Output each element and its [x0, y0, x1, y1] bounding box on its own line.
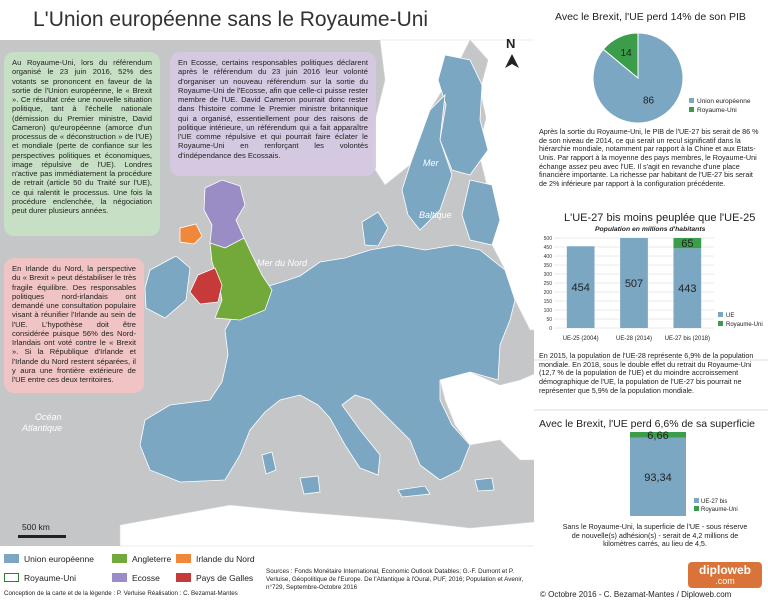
legend-swatch-ecosse [112, 573, 127, 582]
pop-bar-label: 454 [571, 282, 590, 295]
pie-legend-label-1: Royaume-Uni [697, 107, 737, 114]
sea-label-mer-du-nord: Mer du Nord [257, 258, 308, 268]
pie-label-ue: 86 [642, 95, 655, 107]
pop-ytick-label: 350 [543, 263, 552, 269]
gdp-chart-title: Avec le Brexit, l'UE perd 14% de son PIB [555, 11, 746, 23]
scotland-box: En Ecosse, certains responsables politiques déclarent après le référendum du 23 juin 2016 leur volonté d'organiser un nouveau référendum sur la sortie du Royaume-Uni de l'Ecosse, afin que celle-ci puisse rester membre de l'UE. David Cameron pourrait donc rester dans l'histoire comme le Premier ministre britannique qui a organisé, essentiellement pour des raisons de politique intérieure, un référendum qui a fait apparaître l'UE comme répulsive et qui pourrait faire éclater le Royaume-Uni en renforçant les volontés d'indépendance des Ecossais. [170, 52, 376, 176]
area-chart-title: Avec le Brexit, l'UE perd 6,6% de sa superficie [539, 418, 755, 430]
page-title: L'Union européenne sans le Royaume-Uni [33, 8, 429, 31]
area-legend-swatch-1 [694, 506, 699, 511]
pop-bar-label: 443 [678, 283, 697, 296]
area-bar-chart [600, 428, 760, 520]
legend-label-galles: Pays de Galles [196, 573, 254, 583]
sea-label-mediterranee: Mer Méditerranée [188, 520, 260, 530]
pop-legend-label-0: UE [726, 313, 735, 319]
legend-swatch-galles [176, 573, 191, 582]
gdp-pie-chart [590, 30, 765, 126]
area-text: Sans le Royaume-Uni, la superficie de l'UE - sous réserve de nouvelle(s) adhésion(s) - serait de 4,2 millions de kilomètres carrés, au lieu de 4,5. [562, 522, 748, 549]
area-legend-swatch-0 [694, 498, 699, 503]
area-legend-label-0: UE-27 bis [701, 499, 728, 505]
pop-ytick-label: 300 [543, 272, 552, 278]
diploweb-logo [688, 562, 762, 588]
pop-chart-subtitle: Population en millions d'habitants [595, 226, 706, 233]
pop-category-label: UE-25 (2004) [562, 336, 599, 342]
pop-ytick-label: 200 [543, 290, 552, 296]
population-bar-chart [534, 232, 764, 350]
pie-label-royaume-uni: 14 [620, 47, 632, 59]
pop-legend-swatch-0 [718, 312, 723, 317]
pop-text: En 2015, la population de l'UE-28 représente 6,9% de la population mondiale. En 2018, sous le double effet du retrait du Royaume-Uni (12,7 % de la population de l'UE) et du moindre accroissement démographique de l'UE, la population de l'UE-27 bis pourrait ne représenter que 5,9% de la population mondiale. [539, 351, 754, 395]
pop-ytick-label: 400 [543, 254, 552, 260]
pop-legend-label-1: Royaume-Uni [726, 322, 763, 328]
legend-swatch-royaume-uni [4, 573, 19, 582]
sea-label-baltique: Baltique [419, 210, 452, 220]
copyright-text: © Octobre 2016 - C. Bezamat-Mantes / Diploweb.com [540, 590, 732, 599]
northern-ireland-box: En Irlande du Nord, la perspective du « Brexit » peut déstabiliser le très fragile équilibre. Des responsables politiques nord-irlandais ont demandé une consultation populaire visant à réunifier l'Irlande au sein de l'UE. L'hypothèse doit être considérée puisque 56% des Nord-Irlandais ont voté contre le « Brexit ». Si la République d'Irlande et l'Irlande du Nord restent séparées, il y aura une frontière extérieure de l'UE entre ces deux territoires. [4, 258, 144, 393]
pop-ytick-label: 500 [543, 236, 552, 242]
pop-bar-label: 507 [624, 278, 644, 290]
pop-chart-title: L'UE-27 bis moins peuplée que l'UE-25 [564, 212, 756, 224]
logo-domain: .com [715, 576, 735, 586]
area-bar-label: 93,34 [644, 471, 672, 484]
sea-label-mer: Mer [423, 158, 439, 168]
conception-credit: Conception de la carte et de la légende : P. Verluise Réalisation : C. Bezamat-Mantes [4, 590, 238, 597]
north-label: N [506, 36, 516, 51]
legend-swatch-ue [4, 554, 19, 563]
area-bar-label: 6,66 [647, 429, 669, 442]
scale-label: 500 km [22, 522, 50, 532]
sea-label-atlantique: Atlantique [22, 423, 63, 433]
pop-category-label: UE-27 bis (2018) [664, 336, 711, 342]
scale-bar [18, 535, 66, 538]
sources-text: Sources : Fonds Monétaire International, Economic Outlook Datables; G.-F. Dumont et P. Verluise, Géopolitique de l'Europe. De l'Atlantique à l'Oural, PUF, 2016; Population et Avenir, n°729, Septembre-Octobre 2016 [266, 568, 524, 591]
legend-label-royaume-uni: Royaume-Uni [24, 573, 76, 583]
legend-label-ecosse: Ecosse [132, 573, 160, 583]
pie-legend-swatch-0 [689, 98, 694, 103]
uk-referendum-box: Au Royaume-Uni, lors du référendum organisé le 23 juin 2016, 52% des votants se prononcent en faveur de la sortie de l'Union européenne, le « Brexit ». Ce résultat crée une nouvelle situation politique, tant à l'échelle nationale (démission du Premier ministre, David Cameron) qu'européenne (amorce d'un processus de « déconstruction » de l'UE) et mondiale (perte de confiance sur les perspectives politiques et économiques, image répulsive de l'UE). Londres n'active pas immédiatement la procédure de retrait (article 50 du Traité sur l'UE), ce qui ralentit le processus. Une fois la procédure enclenchée, la négociation peut durer plusieurs années. [4, 52, 160, 236]
area-legend-label-1: Royaume-Uni [701, 507, 738, 513]
legend-swatch-angleterre [112, 554, 127, 563]
sea-label-ocean: Océan [35, 412, 62, 422]
legend-label-irlande-nord: Irlande du Nord [196, 554, 255, 564]
pie-legend-label-0: Union européenne [697, 98, 751, 105]
pop-ytick-label: 450 [543, 245, 552, 251]
pop-bar-label: 65 [681, 238, 694, 251]
pop-category-label: UE-28 (2014) [615, 336, 653, 342]
pop-legend-swatch-1 [718, 321, 723, 326]
pie-legend-swatch-1 [689, 107, 694, 112]
pop-ytick-label: 150 [543, 299, 552, 305]
legend-swatch-irlande-nord [176, 554, 191, 563]
pop-ytick-label: 250 [543, 281, 552, 287]
pop-ytick-label: 50 [546, 317, 552, 323]
gdp-text: Après la sortie du Royaume-Uni, le PIB de l'UE-27 bis serait de 86 % de son niveau de 2014, ce qui serait un recul significatif dans la hiérarchie mondiale, notamment par rapport à la Chine et aux Etats-Unis. Par rapport à la moyenne des pays membres, le Royaume-Uni échange assez peu avec l'UE. Il s'agit en revanche d'une place financière importante. La richesse par habitant de l'UE-27 bis serait de 2% inférieure par rapport à la configuration précédente. [539, 127, 759, 188]
logo-text: diploweb [699, 563, 751, 577]
legend-label-ue: Union européenne [24, 554, 94, 564]
pop-ytick-label: 100 [543, 308, 552, 314]
pop-ytick-label: 0 [549, 326, 552, 332]
legend-label-angleterre: Angleterre [132, 554, 172, 564]
